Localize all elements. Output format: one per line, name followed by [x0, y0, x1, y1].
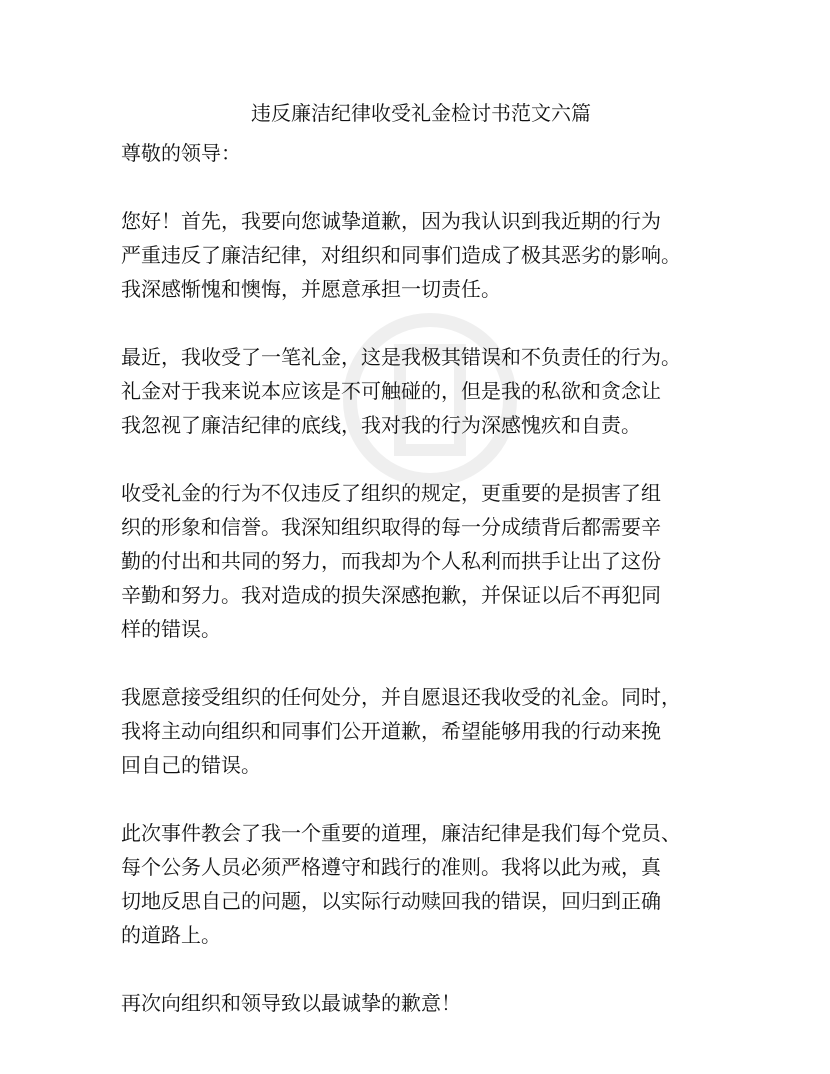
paragraph-5: 此次事件教会了我一个重要的道理，廉洁纪律是我们每个党员、 每个公务人员必须严格遵守和践行的准则。我将以此为戒，真 切地反思自己的问题，以实际行动赎回我的错误，回归到正确 的道路上。	[121, 821, 681, 947]
document-body	[121, 96, 721, 1020]
paragraph-4: 我愿意接受组织的任何处分，并自愿退还我收受的礼金。同时， 我将主动向组织和同事们公开道歉，希望能够用我的行动来挽 回自己的错误。	[121, 685, 681, 777]
salutation: 尊敬的领导：	[121, 141, 241, 165]
document-title: 违反廉洁纪律收受礼金检讨书范文六篇	[251, 101, 591, 125]
paragraph-1: 您好！首先，我要向您诚挚道歉，因为我认识到我近期的行为 严重违反了廉洁纪律，对组织和同事们造成了极其恶劣的影响。 我深感惭愧和懊悔，并愿意承担一切责任。	[121, 209, 681, 301]
paragraph-2: 最近，我收受了一笔礼金，这是我极其错误和不负责任的行为。 礼金对于我来说本应该是不可触碰的，但是我的私欲和贪念让 我忽视了廉洁纪律的底线，我对我的行为深感愧疚和自责。	[121, 345, 681, 437]
paragraph-3: 收受礼金的行为不仅违反了组织的规定，更重要的是损害了组 织的形象和信誉。我深知组织取得的每一分成绩背后都需要辛 勤的付出和共同的努力，而我却为个人私利而拱手让出了这份 辛勤和努力。我对造成的损失深感抱歉，并保证以后不再犯同 样的错误。	[121, 481, 661, 641]
closing-line: 再次向组织和领导致以最诚挚的歉意！	[121, 991, 461, 1015]
